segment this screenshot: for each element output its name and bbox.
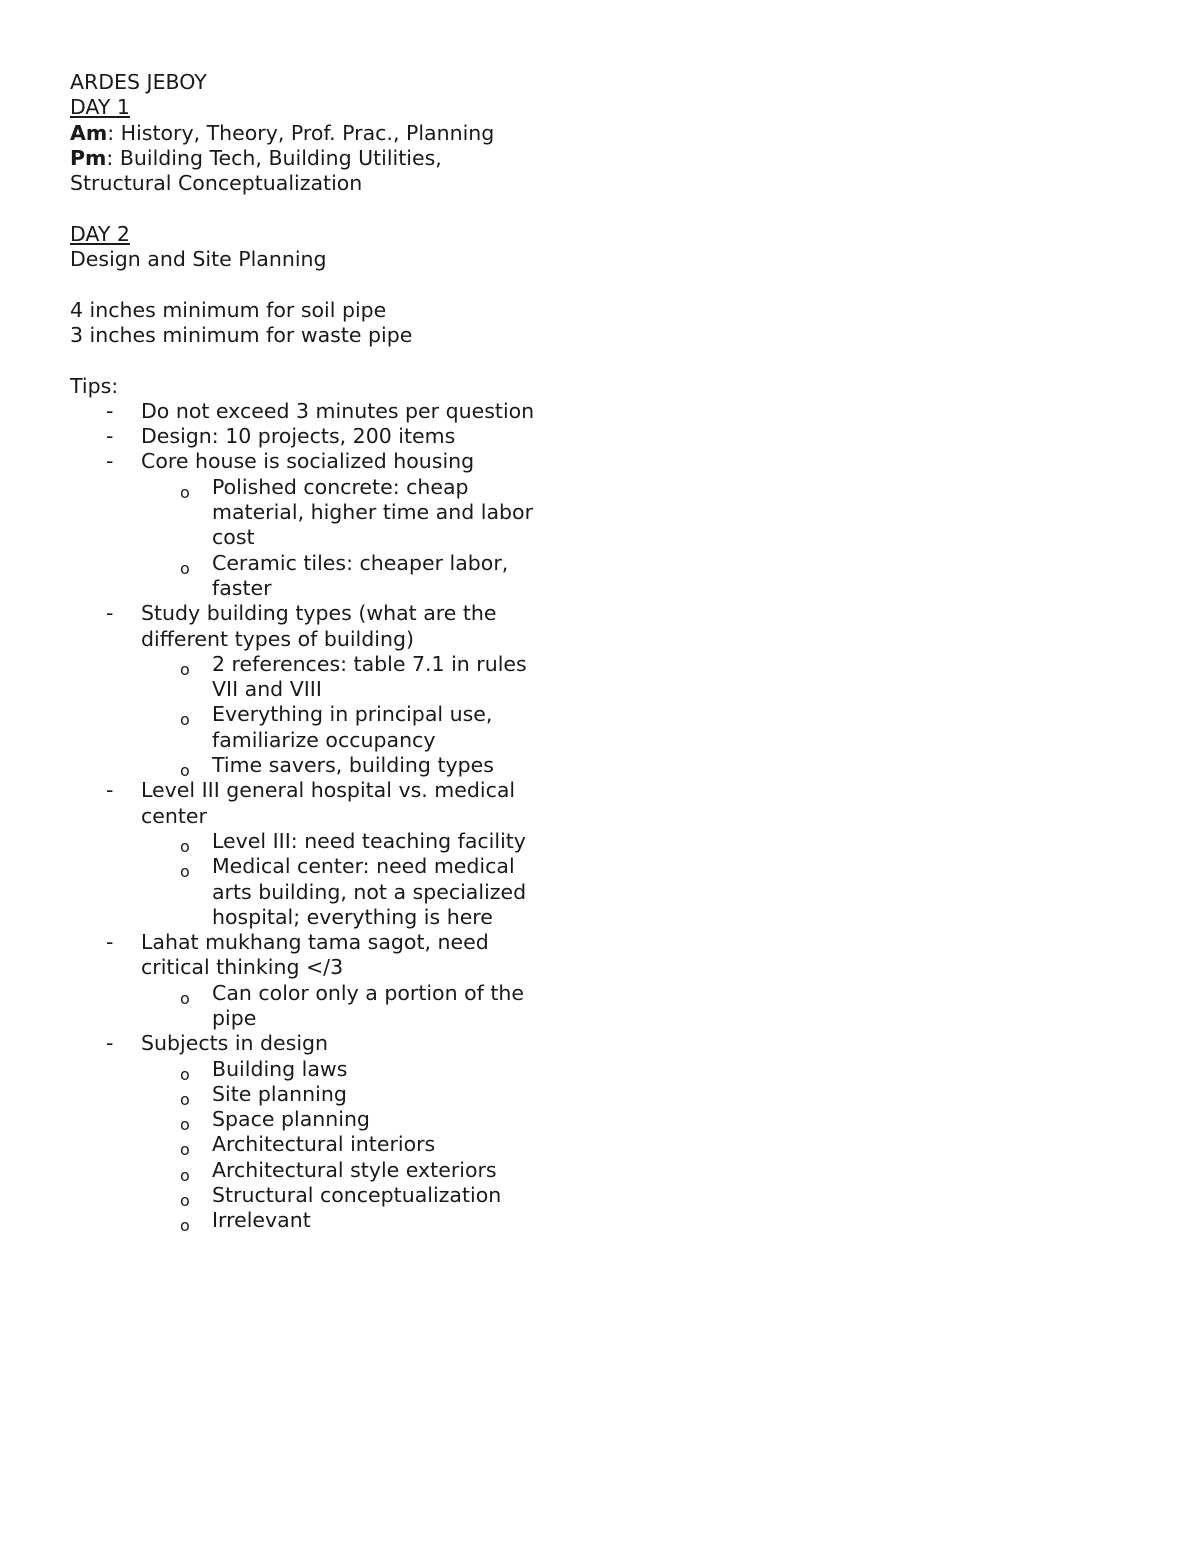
dash-bullet: -	[106, 398, 114, 423]
tip-subitem-text: Level III: need teaching facility	[212, 828, 526, 853]
tip-subitem-text: 2 references: table 7.1 in rules VII and VIII	[212, 651, 527, 702]
circle-bullet: o	[180, 659, 190, 679]
tip-text: Design: 10 projects, 200 items	[141, 424, 456, 449]
waste-pipe-note: 3 inches minimum for waste pipe	[70, 322, 413, 347]
tip-subitem-text: Medical center: need medical arts building, not a specialized hospital; everything is here	[212, 854, 527, 929]
tip-subitem-text: Can color only a portion of the pipe	[212, 980, 525, 1030]
dash-bullet: -	[106, 449, 114, 474]
tip-subitem-text: Space planning	[212, 1107, 370, 1132]
tip-item	[70, 399, 570, 424]
pm-text: : Building Tech, Building Utilities,	[106, 145, 442, 170]
tip-text: Core house is socialized housing	[141, 449, 475, 474]
tip-subitem-text: Irrelevant	[212, 1208, 311, 1233]
tip-subitem	[141, 1082, 570, 1107]
pm-line	[70, 146, 570, 171]
document-body	[70, 70, 570, 1234]
tip-item	[70, 449, 570, 601]
circle-bullet: o	[180, 862, 190, 882]
tip-sublist	[141, 829, 570, 930]
circle-bullet: o	[180, 1089, 190, 1109]
tip-subitem-text: Structural conceptualization	[212, 1183, 502, 1208]
tip-subitem	[141, 854, 570, 930]
tip-subitem	[141, 829, 570, 854]
circle-bullet: o	[180, 761, 190, 781]
tip-subitem	[141, 1132, 570, 1160]
tip-item	[70, 424, 570, 449]
dash-bullet: -	[106, 424, 114, 449]
spacer	[70, 272, 570, 297]
document-title: ARDES JEBOY	[70, 70, 207, 94]
day2-text: Design and Site Planning	[70, 247, 327, 272]
tip-subitem	[141, 1208, 570, 1236]
tip-subitem	[141, 1107, 570, 1135]
tip-sublist	[141, 651, 570, 781]
spacer	[70, 348, 570, 373]
tip-subitem	[141, 1057, 570, 1082]
am-text: : History, Theory, Prof. Prac., Planning	[107, 120, 495, 145]
soil-pipe-note: 4 inches minimum for soil pipe	[70, 297, 387, 322]
tip-subitem-text: Site planning	[212, 1081, 347, 1106]
dash-bullet: -	[106, 1031, 114, 1056]
tip-text: Lahat mukhang tama sagot, need critical thinking </3	[141, 930, 489, 980]
tip-item	[70, 601, 570, 781]
day1-heading: DAY 1	[70, 95, 130, 120]
pm-label: Pm	[70, 145, 107, 170]
circle-bullet: o	[180, 988, 190, 1008]
tip-item	[70, 1031, 570, 1236]
tip-subitem-text: Architectural style exteriors	[212, 1157, 497, 1182]
tip-subitem	[141, 702, 570, 753]
spacer	[70, 196, 570, 221]
dash-bullet: -	[106, 601, 114, 626]
tip-subitem-text: Polished concrete: cheap material, higher time and labor cost	[212, 474, 534, 550]
am-label: Am	[70, 120, 108, 145]
circle-bullet: o	[180, 1064, 190, 1084]
circle-bullet: o	[180, 1165, 190, 1185]
circle-bullet: o	[180, 836, 190, 856]
tip-sublist	[141, 981, 570, 1032]
tip-sublist	[141, 1057, 570, 1234]
tip-subitem-text: Ceramic tiles: cheaper labor, faster	[212, 550, 509, 600]
tip-subitem	[141, 652, 570, 703]
circle-bullet: o	[180, 710, 190, 730]
day2-heading: DAY 2	[70, 221, 130, 246]
am-line	[70, 121, 570, 146]
circle-bullet: o	[180, 482, 190, 502]
tip-subitem	[141, 1158, 570, 1183]
circle-bullet: o	[180, 1140, 190, 1160]
dash-bullet: -	[106, 778, 114, 803]
tip-subitem	[141, 475, 570, 551]
dash-bullet: -	[106, 930, 114, 955]
circle-bullet: o	[180, 558, 190, 578]
tip-text: Level III general hospital vs. medical center	[141, 778, 516, 828]
tip-subitem-text: Time savers, building types	[212, 753, 494, 778]
tip-subitem	[141, 753, 570, 781]
tip-subitem-text: Building laws	[212, 1056, 348, 1081]
tip-text: Subjects in design	[141, 1031, 329, 1056]
tips-heading: Tips:	[70, 373, 119, 398]
pm-line-continued: Structural Conceptualization	[70, 171, 363, 196]
circle-bullet: o	[180, 1191, 190, 1211]
tip-item	[70, 778, 570, 930]
tip-text: Do not exceed 3 minutes per question	[141, 398, 535, 423]
tip-subitem	[141, 551, 570, 602]
tip-sublist	[141, 475, 570, 601]
tip-subitem-text: Architectural interiors	[212, 1132, 436, 1157]
tip-subitem	[141, 1183, 570, 1211]
circle-bullet: o	[180, 1216, 190, 1236]
circle-bullet: o	[180, 1115, 190, 1135]
tip-text: Study building types (what are the different types of building)	[141, 601, 497, 651]
tips-list	[70, 399, 570, 1234]
tip-item	[70, 930, 570, 1031]
tip-subitem-text: Everything in principal use, familiarize occupancy	[212, 702, 493, 752]
tip-subitem	[141, 981, 570, 1032]
